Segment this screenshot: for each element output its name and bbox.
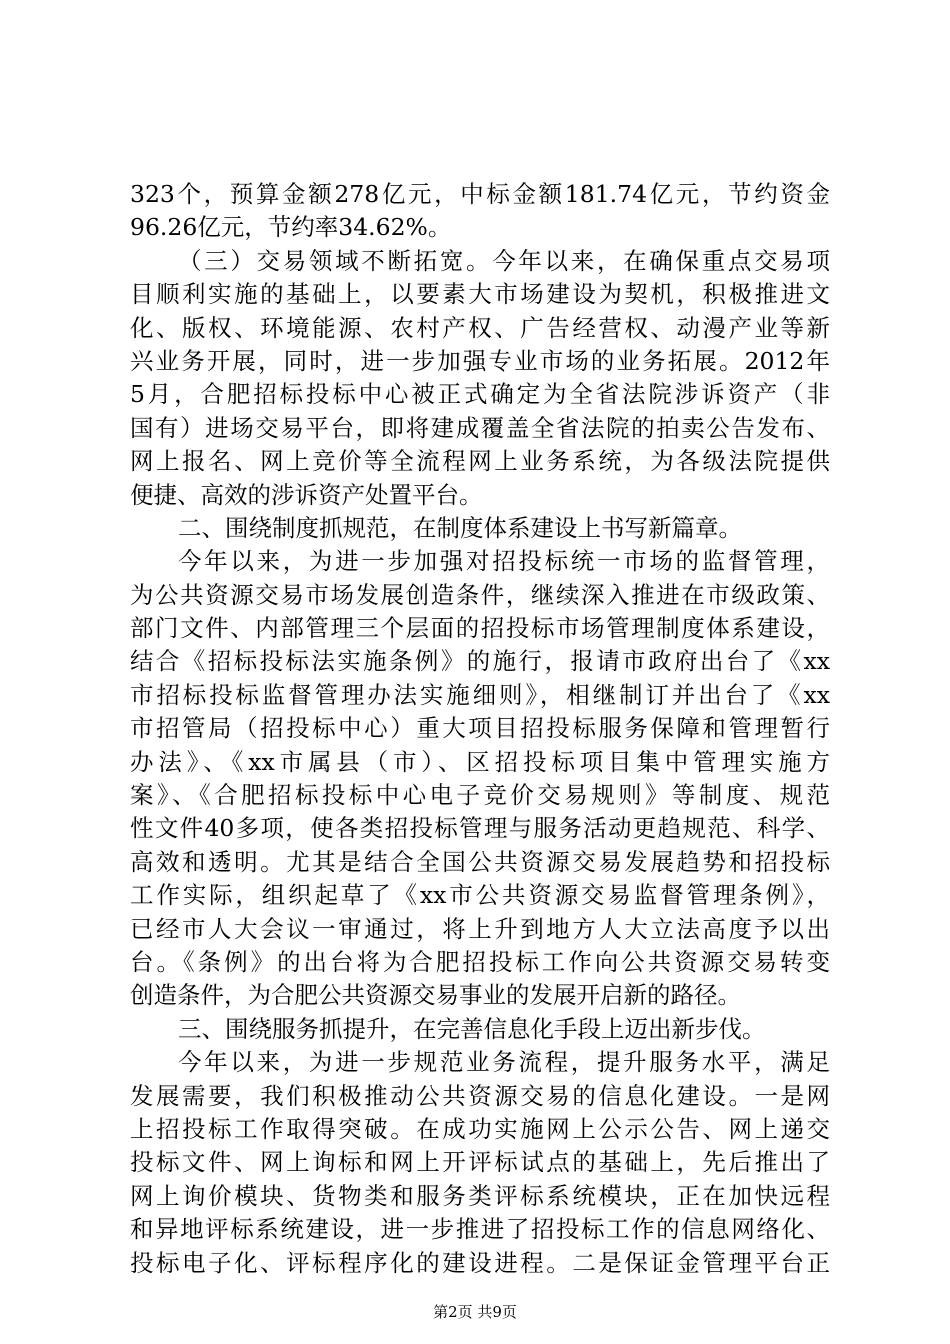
section-heading-line: （三）交易领域不断拓宽。今年以来，在确保重点交易项: [178, 246, 830, 275]
text-line: 便捷、高效的涉诉资产处置平台。: [130, 480, 483, 509]
page-number-footer: 第2页 共9页: [433, 1303, 517, 1321]
text-line: 今年以来，为进一步加强对招投标统一市场的监督管理，: [178, 547, 830, 576]
text-line: 台。《条例》的出台将为合肥招投标工作向公共资源交易转变: [130, 947, 830, 976]
document-body: [130, 178, 830, 1280]
text-line: 和异地评标系统建设，进一步推进了招投标工作的信息网络化、: [130, 1215, 830, 1244]
text-line: 投标文件、网上询标和网上开评标试点的基础上，先后推出了: [130, 1148, 830, 1177]
text-line: 办法》、《xx市属县（市）、区招投标项目集中管理实施方: [130, 747, 830, 776]
text-line: 性文件40多项，使各类招投标管理与服务活动更趋规范、科学、: [130, 814, 830, 843]
text-line: 部门文件、内部管理三个层面的招投标市场管理制度体系建设，: [130, 614, 830, 643]
text-line: 投标电子化、评标程序化的建设进程。二是保证金管理平台正: [130, 1248, 830, 1277]
text-line: 工作实际，组织起草了《xx市公共资源交易监督管理条例》，: [130, 881, 830, 910]
text-line: 网上询价模块、货物类和服务类评标系统模块，正在加快远程: [130, 1181, 830, 1210]
section-heading-line: 二、围绕制度抓规范，在制度体系建设上书写新篇章。: [178, 513, 742, 542]
text-line: 已经市人大会议一审通过，将上升到地方人大立法高度予以出: [130, 914, 830, 943]
text-line: 市招管局（招投标中心）重大项目招投标服务保障和管理暂行: [130, 714, 830, 743]
section-heading-line: 三、围绕服务抓提升，在完善信息化手段上迈出新步伐。: [178, 1014, 766, 1043]
text-line: 网上报名、网上竞价等全流程网上业务系统，为各级法院提供: [130, 447, 830, 476]
text-line: 今年以来，为进一步规范业务流程，提升服务水平，满足: [178, 1048, 830, 1077]
text-line: 目顺利实施的基础上，以要素大市场建设为契机，积极推进文: [130, 280, 830, 309]
text-line: 发展需要，我们积极推动公共资源交易的信息化建设。一是网: [130, 1081, 830, 1110]
text-line: 96.26亿元，节约率34.62%。: [130, 213, 452, 242]
text-line: 兴业务开展，同时，进一步加强专业市场的业务拓展。2012年: [130, 346, 830, 375]
text-line: 案》、《合肥招标投标中心电子竞价交易规则》等制度、规范: [130, 781, 830, 810]
text-line: 创造条件，为合肥公共资源交易事业的发展开启新的路径。: [130, 981, 741, 1010]
text-line: 上招投标工作取得突破。在成功实施网上公示公告、网上递交: [130, 1114, 830, 1143]
text-line: 化、版权、环境能源、农村产权、广告经营权、动漫产业等新: [130, 313, 830, 342]
text-line: 市招标投标监督管理办法实施细则》，相继制订并出台了《xx: [130, 680, 830, 709]
text-line: 为公共资源交易市场发展创造条件，继续深入推进在市级政策、: [130, 580, 830, 609]
text-line: 323个，预算金额278亿元，中标金额181.74亿元，节约资金: [130, 180, 830, 208]
text-line: 5月，合肥招标投标中心被正式确定为全省法院涉诉资产（非: [130, 380, 830, 409]
text-line: 结合《招标投标法实施条例》的施行，报请市政府出台了《xx: [130, 647, 830, 676]
text-line: 国有）进场交易平台，即将建成覆盖全省法院的拍卖公告发布、: [130, 413, 830, 442]
text-line: 高效和透明。尤其是结合全国公共资源交易发展趋势和招投标: [130, 847, 830, 876]
